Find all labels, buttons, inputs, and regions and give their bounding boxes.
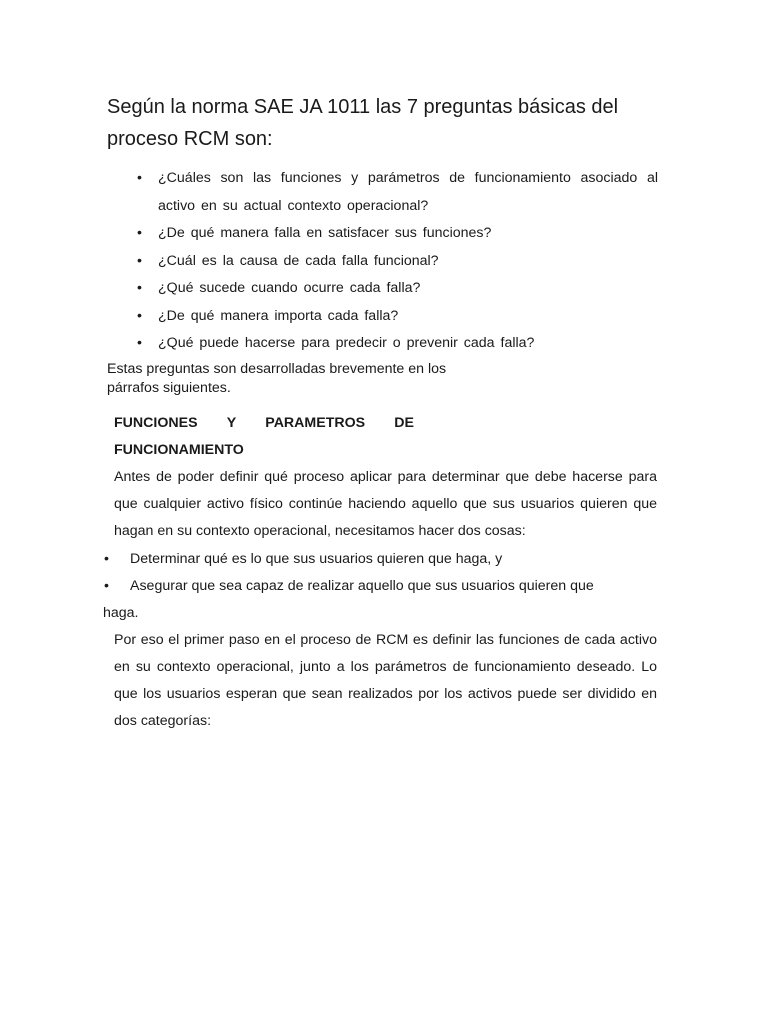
list-item — [104, 573, 664, 627]
bullet-icon: • — [137, 170, 142, 186]
list-item — [137, 165, 658, 220]
section-title — [114, 410, 414, 464]
page-heading: Según la norma SAE JA 1011 las 7 preguntas básicas del proceso RCM son: — [107, 96, 619, 150]
bullet-text-continuation: haga. — [103, 605, 139, 621]
list-item — [104, 546, 664, 573]
section-title-word: PARAMETROS — [265, 415, 366, 431]
bullet-icon: • — [137, 307, 142, 324]
bullet-icon: • — [104, 551, 109, 567]
bullet-list — [104, 546, 664, 627]
list-item — [137, 330, 658, 358]
bullet-icon: • — [104, 578, 109, 594]
section-title-word: DE — [394, 415, 414, 431]
list-item — [137, 275, 658, 303]
question-text: ¿Qué puede hacerse para predecir o prevenir cada falla? — [158, 335, 535, 351]
bullet-icon: • — [137, 280, 142, 296]
bullet-icon: • — [137, 225, 142, 241]
list-item — [137, 248, 658, 276]
intro-text — [107, 360, 479, 398]
bullet-text: Asegurar que sea capaz de realizar aquello que sus usuarios quieren que — [130, 578, 594, 594]
section-title-word: FUNCIONES — [114, 415, 198, 431]
question-text: ¿De qué manera falla en satisfacer sus funciones? — [158, 225, 492, 241]
intro-line-2: párrafos siguientes. — [107, 380, 231, 396]
list-item — [137, 220, 658, 248]
question-text: ¿De qué manera importa cada falla? — [158, 307, 399, 324]
bullet-text: Determinar qué es lo que sus usuarios quieren que haga, y — [130, 551, 503, 567]
paragraph-1: Antes de poder definir qué proceso aplicar para determinar que debe hacerse para que cualquier activo físico continúe haciendo aquello que sus usuarios quieren que hagan en su contexto operacional, necesitamos hacer dos cosas: — [114, 469, 657, 539]
question-text: ¿Cuáles son las funciones y parámetros de funcionamiento asociado al activo en su actual contexto operacional? — [158, 170, 658, 214]
section-title-word: Y — [226, 415, 237, 431]
section-title-line-1 — [114, 410, 414, 437]
bullet-icon: • — [137, 252, 142, 269]
list-item — [137, 303, 658, 331]
section-title-line-2: FUNCIONAMIENTO — [114, 442, 244, 458]
bullet-icon: • — [137, 335, 142, 351]
intro-line-1: Estas preguntas son desarrolladas brevemente en los — [107, 361, 447, 377]
questions-list — [137, 165, 658, 358]
question-text: ¿Qué sucede cuando ocurre cada falla? — [158, 280, 421, 296]
question-text: ¿Cuál es la causa de cada falla funcional? — [158, 252, 439, 269]
paragraph-2: Por eso el primer paso en el proceso de RCM es definir las funciones de cada activo en su contexto operacional, junto a los parámetros de funcionamiento deseado. Lo que los usuarios esperan que sean realizados por los activos puede ser dividido en dos categorías: — [114, 632, 657, 729]
